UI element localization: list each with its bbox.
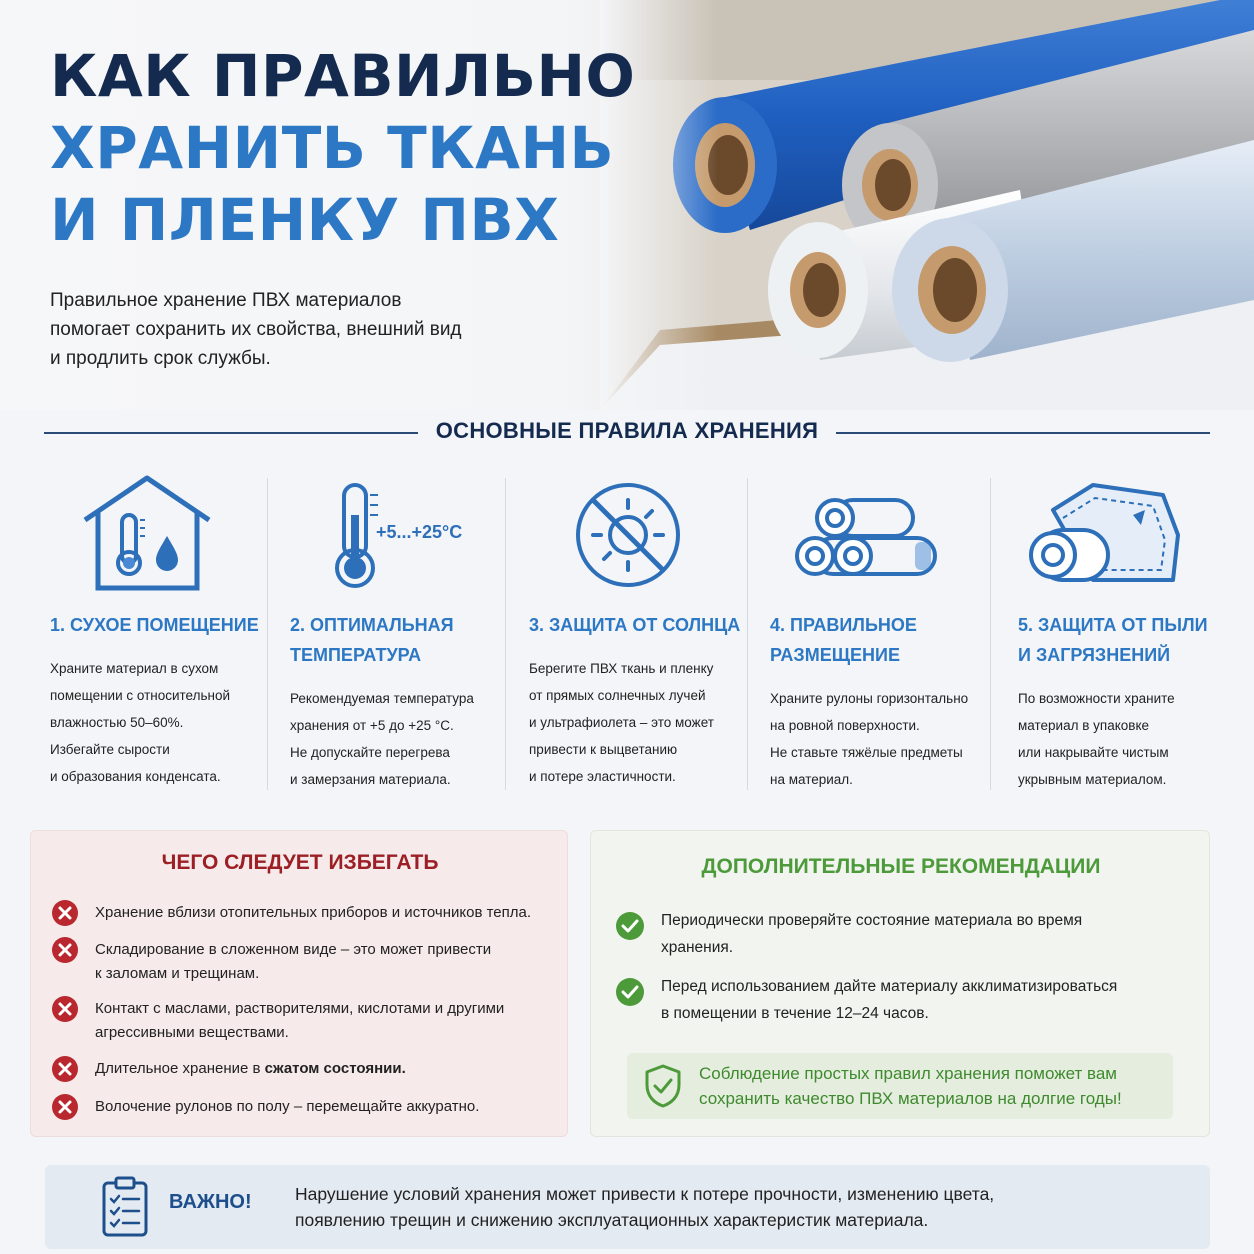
avoid-item-text-bold: сжатом состоянии. [264,1060,406,1077]
rule-title-3: 3. ЗАЩИТА ОТ СОЛНЦА [529,615,741,635]
recommendation-text: Периодически проверяйте состояние материала во время хранения. [661,912,1083,956]
x-circle-icon [51,995,79,1023]
recommendations-title: ДОПОЛНИТЕЛЬНЫЕ РЕКОМЕНДАЦИИ [701,855,1101,878]
title-line-1: КАК ПРАВИЛЬНО [50,42,636,110]
rule-card-sun-protection [529,470,744,795]
important-text: Нарушение условий хранения может привести к потере прочности, изменению цвета, появлению трещин и снижению эксплуатационных характеристик материала. [295,1184,995,1230]
covered-roll-icon [1023,470,1183,595]
avoid-item-text: Волочение рулонов по полу – перемещайте аккуратно. [95,1098,480,1115]
title-line-3: И ПЛЕНКУ ПВХ [50,186,560,254]
recommendation-text: Перед использованием дайте материалу акклиматизироваться в помещении в течение 12–24 часов. [661,978,1118,1022]
avoid-item-text: Хранение вблизи отопительных приборов и источников тепла. [95,904,532,921]
rule-text-2: Рекомендуемая температура хранения от +5 до +25 °С. Не допускайте перегрева и замерзания материала. [290,691,474,787]
page-title [50,40,650,256]
temperature-range-label: +5...+25°C [376,522,463,542]
recommendation-note-text: Соблюдение простых правил хранения поможет вам сохранить качество ПВХ материалов на долгие годы! [699,1064,1122,1108]
no-sun-icon [574,470,684,595]
avoid-item-text: Складирование в сложенном виде – это может привести к заломам и трещинам. [95,941,492,982]
rule-divider [505,478,506,790]
important-label: ВАЖНО! [169,1191,252,1213]
avoid-item-text-regular: Длительное хранение в [95,1060,265,1077]
avoid-item-text: Контакт с маслами, растворителями, кислотами и другими агрессивными веществами. [95,1000,505,1041]
house-thermometer-drop-icon [80,470,215,595]
recommendations-panel [590,830,1210,1137]
x-circle-icon [51,1055,79,1083]
rule-title-5: 5. ЗАЩИТА ОТ ПЫЛИ И ЗАГРЯЗНЕНИЙ [1018,615,1208,665]
x-circle-icon [51,936,79,964]
rule-text-4: Храните рулоны горизонтально на ровной поверхности. Не ставьте тяжёлые предметы на материал. [770,691,969,787]
shield-check-icon [643,1063,683,1109]
pvc-rolls-photo [600,0,1254,410]
rule-card-temperature [290,470,505,795]
avoid-title: ЧЕГО СЛЕДУЕТ ИЗБЕГАТЬ [161,851,439,874]
section-title: ОСНОВНЫЕ ПРАВИЛА ХРАНЕНИЯ [435,418,819,443]
title-line-2: ХРАНИТЬ ТКАНЬ [50,114,615,182]
rules-grid [30,470,1225,795]
recommendation-note [627,1053,1173,1119]
avoid-item-text [95,1057,565,1081]
rule-title-2: 2. ОПТИМАЛЬНАЯ ТЕМПЕРАТУРА [290,615,454,665]
rule-title-1: 1. СУХОЕ ПОМЕЩЕНИЕ [50,615,259,635]
rule-card-dust-protection [1018,470,1218,795]
stacked-rolls-icon [795,470,940,595]
x-circle-icon [51,1093,79,1121]
rule-divider [990,478,991,790]
subtitle: Правильное хранение ПВХ материалов помогает сохранить их свойства, внешний вид и продлить срок службы. [50,290,462,369]
rule-card-placement [770,470,995,795]
check-circle-icon [615,977,645,1007]
avoid-panel [30,830,568,1137]
rule-text-5: По возможности храните материал в упаковке или накрывайте чистым укрывным материалом. [1018,691,1175,787]
x-circle-icon [51,899,79,927]
rule-text-1: Храните материал в сухом помещении с относительной влажностью 50–60%. Избегайте сырости и образования конденсата. [50,661,231,784]
check-circle-icon [615,911,645,941]
clipboard-checklist-icon [100,1175,150,1237]
rule-card-dry-room [50,470,265,795]
rule-divider [267,478,268,790]
rule-divider [747,478,748,790]
rule-text-3: Берегите ПВХ ткань и пленку от прямых солнечных лучей и ультрафиолета – это может привести к выцветанию и потере эластичности. [529,661,714,784]
important-banner [45,1165,1210,1249]
rule-title-4: 4. ПРАВИЛЬНОЕ РАЗМЕЩЕНИЕ [770,615,917,665]
